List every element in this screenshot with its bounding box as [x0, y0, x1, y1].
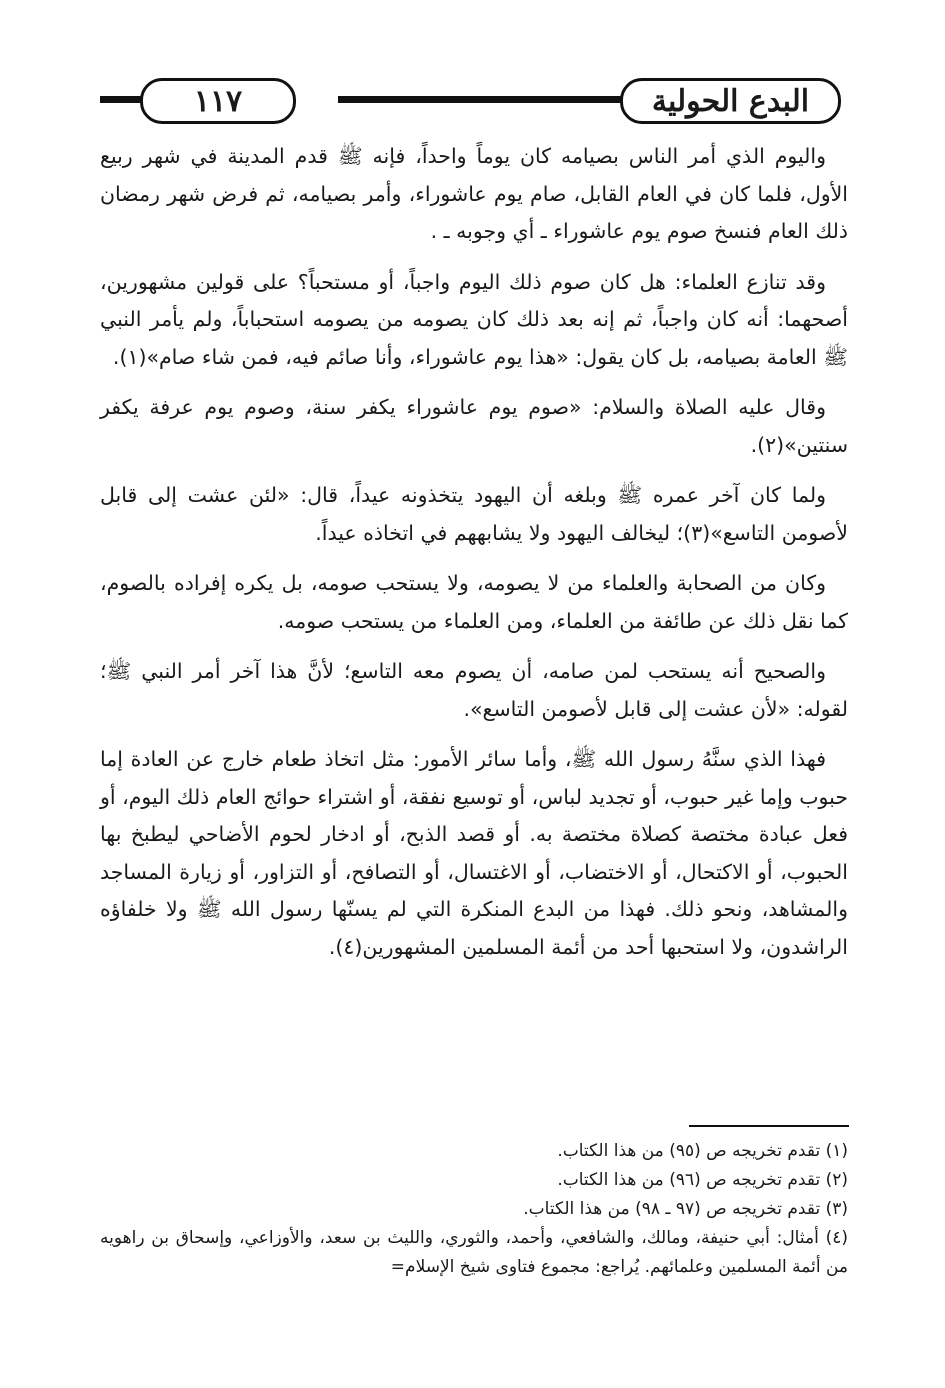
main-text [100, 138, 848, 979]
footnote-separator [689, 1125, 849, 1127]
page-number: ١١٧ [140, 78, 296, 124]
running-title: البدع الحولية [620, 78, 841, 124]
paragraph: فهذا الذي سنَّهُ رسول الله ﷺ، وأما سائر الأمور: مثل اتخاذ طعام خارج عن العادة إما حبوب وإما غير حبوب، أو تجديد لباس، أو توسيع نفقة، أو اشتراء حوائج العام ذلك اليوم، أو فعل عبادة مختصة كصلاة مختصة به. أو قصد الذبح، أو ادخار لحوم الأضاحي ليطبخ بها الحبوب، أو الاكتحال، أو الاختضاب، أو الاغتسال، أو التصافح، أو التزاور، أو زيارة المساجد والمشاهد، ونحو ذلك. فهذا من البدع المنكرة التي لم يسنّها رسول الله ﷺ ولا خلفاؤه الراشدون، ولا استحبها أحد من أئمة المسلمين المشهورين(٤). [100, 747, 848, 959]
footnote: (٣) تقدم تخريجه ص (٩٧ ـ ٩٨) من هذا الكتاب. [523, 1199, 848, 1219]
paragraph: والصحيح أنه يستحب لمن صامه، أن يصوم معه التاسع؛ لأنَّ هذا آخر أمر النبي ﷺ؛ لقوله: «لأن عشت إلى قابل لأصومن التاسع». [100, 659, 848, 721]
paragraph: واليوم الذي أمر الناس بصيامه كان يوماً واحداً، فإنه ﷺ قدم المدينة في شهر ربيع الأول، فلما كان في العام القابل، صام يوم عاشوراء، وأمر بصيامه، ثم فرض شهر رمضان ذلك العام فنسخ صوم يوم عاشوراء ـ أي وجوبه ـ . [100, 144, 848, 243]
paragraph: وقد تنازع العلماء: هل كان صوم ذلك اليوم واجباً، أو مستحباً؟ على قولين مشهورين، أصحهما: أنه كان واجباً، ثم إنه بعد ذلك كان يصومه من يصومه استحباباً، ولم يأمر النبي ﷺ العامة بصيامه، بل كان يقول: «هذا يوم عاشوراء، وأنا صائم فيه، فمن شاء صام»(١). [100, 269, 848, 369]
paragraph: ولما كان آخر عمره ﷺ وبلغه أن اليهود يتخذونه عيداً، قال: «لئن عشت إلى قابل لأصومن التاسع»(٣)؛ ليخالف اليهود ولا يشابههم في اتخاذه عيداً. [100, 483, 848, 545]
page-header [100, 72, 850, 124]
footnote: (١) تقدم تخريجه ص (٩٥) من هذا الكتاب. [557, 1141, 848, 1161]
footnote: (٢) تقدم تخريجه ص (٩٦) من هذا الكتاب. [557, 1170, 848, 1190]
paragraph: وكان من الصحابة والعلماء من لا يصومه، ولا يستحب صومه، بل يكره إفراده بالصوم، كما نقل ذلك عن طائفة من العلماء، ومن العلماء من يستحب صومه. [100, 571, 848, 633]
footnote: (٤) أمثال: أبي حنيفة، ومالك، والشافعي، وأحمد، والثوري، والليث بن سعد، والأوزاعي، وإسحاق بن راهويه من أئمة المسلمين وعلمائهم. يُراجع: مجموع فتاوى شيخ الإسلام= [100, 1228, 848, 1277]
footnotes [100, 1137, 848, 1282]
paragraph: وقال عليه الصلاة والسلام: «صوم يوم عاشوراء يكفر سنة، وصوم يوم عرفة يكفر سنتين»(٢). [100, 395, 848, 457]
